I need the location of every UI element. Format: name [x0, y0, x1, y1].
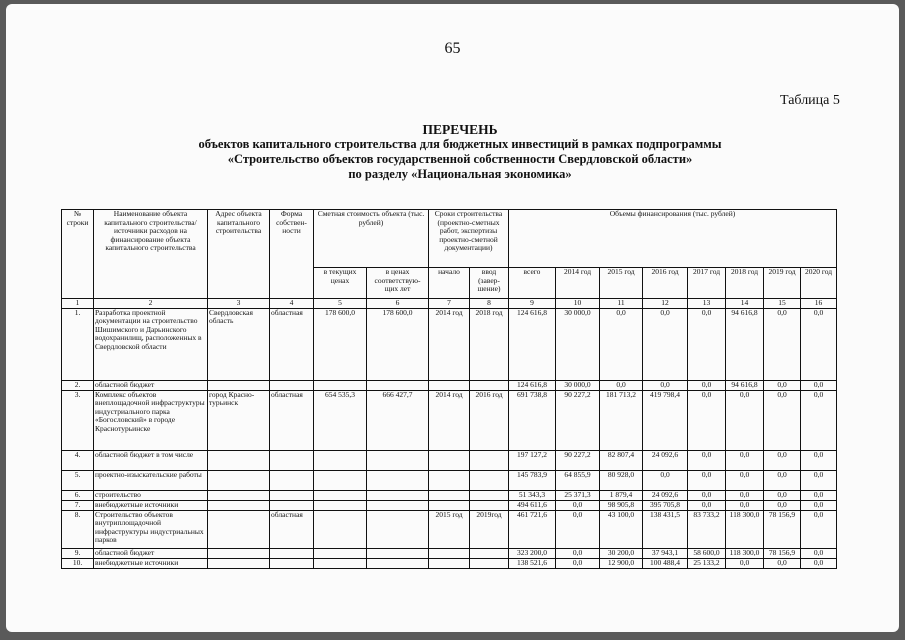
ownership-form: [270, 490, 314, 500]
term-start: [429, 500, 470, 510]
funding-total: 145 783,9: [509, 470, 556, 490]
cost-current: [314, 470, 367, 490]
header-2017: 2017 год: [688, 268, 726, 299]
table-row: [62, 510, 837, 548]
header-address: Адрес объекта капитального строительства: [208, 210, 270, 299]
funding-2019: 78 156,9: [764, 548, 801, 558]
funding-total: 138 521,6: [509, 558, 556, 568]
funding-table: [61, 209, 837, 569]
term-start: 2014 год: [429, 308, 470, 380]
column-number: 4: [270, 299, 314, 309]
term-end: 2019год: [470, 510, 509, 548]
funding-2017: 0,0: [688, 450, 726, 470]
object-name: областной бюджет в том числе: [94, 450, 208, 470]
row-num: 8.: [62, 510, 94, 548]
funding-2014: 0,0: [556, 558, 600, 568]
column-number: 15: [764, 299, 801, 309]
cost-years: [367, 470, 429, 490]
funding-2018: 118 300,0: [726, 510, 764, 548]
funding-2015: 30 200,0: [600, 548, 643, 558]
column-number: 9: [509, 299, 556, 309]
funding-2020: 0,0: [801, 380, 837, 390]
cost-years: [367, 450, 429, 470]
cost-years: 666 427,7: [367, 390, 429, 450]
funding-total: 124 616,8: [509, 380, 556, 390]
funding-2018: 118 300,0: [726, 548, 764, 558]
funding-2016: 24 092,6: [643, 490, 688, 500]
funding-2016: 0,0: [643, 380, 688, 390]
header-num: № строки: [62, 210, 94, 299]
funding-2017: 58 600,0: [688, 548, 726, 558]
ownership-form: [270, 450, 314, 470]
funding-2020: 0,0: [801, 490, 837, 500]
funding-2018: 0,0: [726, 500, 764, 510]
cost-current: [314, 500, 367, 510]
funding-2015: 12 900,0: [600, 558, 643, 568]
table-label: Таблица 5: [780, 93, 840, 108]
funding-2018: 0,0: [726, 450, 764, 470]
object-address: [208, 500, 270, 510]
term-end: [470, 450, 509, 470]
funding-2020: 0,0: [801, 470, 837, 490]
term-end: [470, 548, 509, 558]
funding-total: 691 738,8: [509, 390, 556, 450]
funding-2018: 0,0: [726, 558, 764, 568]
column-number: 1: [62, 299, 94, 309]
column-number: 7: [429, 299, 470, 309]
funding-2020: 0,0: [801, 500, 837, 510]
cost-current: 654 535,3: [314, 390, 367, 450]
table-row: [62, 548, 837, 558]
cost-current: 178 600,0: [314, 308, 367, 380]
funding-total: 461 721,6: [509, 510, 556, 548]
row-num: 5.: [62, 470, 94, 490]
cost-current: [314, 558, 367, 568]
funding-2020: 0,0: [801, 510, 837, 548]
object-name: внебюджетные источники: [94, 558, 208, 568]
table-row: [62, 490, 837, 500]
header-terms: Сроки строительства (проектно-сметных работ, экспертизы проектно-сметной документации): [429, 210, 509, 268]
term-start: [429, 548, 470, 558]
funding-total: 124 616,8: [509, 308, 556, 380]
funding-2017: 0,0: [688, 380, 726, 390]
row-num: 6.: [62, 490, 94, 500]
table-row: [62, 390, 837, 450]
header-cost-years: в ценах соответствую-щих лет: [367, 268, 429, 299]
object-address: [208, 490, 270, 500]
cost-current: [314, 490, 367, 500]
ownership-form: [270, 470, 314, 490]
object-name: областной бюджет: [94, 380, 208, 390]
term-start: [429, 470, 470, 490]
funding-2017: 0,0: [688, 490, 726, 500]
funding-2014: 30 000,0: [556, 380, 600, 390]
object-address: Свердловская область: [208, 308, 270, 380]
funding-total: 197 127,2: [509, 450, 556, 470]
cost-years: [367, 510, 429, 548]
object-address: город Красно-турьинск: [208, 390, 270, 450]
term-end: [470, 470, 509, 490]
funding-2018: 94 616,8: [726, 380, 764, 390]
funding-2015: 1 879,4: [600, 490, 643, 500]
funding-2020: 0,0: [801, 390, 837, 450]
funding-2020: 0,0: [801, 308, 837, 380]
page-number: 65: [444, 40, 461, 57]
table-row: [62, 500, 837, 510]
ownership-form: [270, 500, 314, 510]
cost-years: [367, 380, 429, 390]
column-number: 8: [470, 299, 509, 309]
funding-2014: 64 855,9: [556, 470, 600, 490]
title-line-4: по разделу «Национальная экономика»: [348, 167, 572, 181]
table-row: [62, 470, 837, 490]
funding-2016: 0,0: [643, 308, 688, 380]
cost-years: 178 600,0: [367, 308, 429, 380]
funding-2018: 0,0: [726, 470, 764, 490]
column-numbers-row: [62, 299, 837, 309]
object-name: областной бюджет: [94, 548, 208, 558]
object-address: [208, 548, 270, 558]
term-end: 2016 год: [470, 390, 509, 450]
column-number: 3: [208, 299, 270, 309]
funding-2018: 0,0: [726, 390, 764, 450]
object-name: внебюджетные источники: [94, 500, 208, 510]
ownership-form: [270, 380, 314, 390]
cost-years: [367, 490, 429, 500]
funding-2020: 0,0: [801, 450, 837, 470]
object-address: [208, 558, 270, 568]
header-2019: 2019 год: [764, 268, 801, 299]
cost-years: [367, 500, 429, 510]
ownership-form: [270, 558, 314, 568]
funding-2016: 395 705,8: [643, 500, 688, 510]
funding-2015: 0,0: [600, 308, 643, 380]
object-name: Комплекс объектов внеплощадочной инфраструктуры индустриального парка «Богословский» в городе Краснотурьинске: [94, 390, 208, 450]
funding-2014: 0,0: [556, 500, 600, 510]
title-line-1: ПЕРЕЧЕНЬ: [422, 122, 498, 137]
funding-2018: 0,0: [726, 490, 764, 500]
column-number: 2: [94, 299, 208, 309]
column-number: 6: [367, 299, 429, 309]
header-2015: 2015 год: [600, 268, 643, 299]
object-address: [208, 380, 270, 390]
funding-2016: 24 092,6: [643, 450, 688, 470]
funding-total: 51 343,3: [509, 490, 556, 500]
cost-current: [314, 510, 367, 548]
funding-2020: 0,0: [801, 558, 837, 568]
object-address: [208, 450, 270, 470]
funding-2017: 0,0: [688, 500, 726, 510]
funding-2015: 181 713,2: [600, 390, 643, 450]
header-term-end: ввод (завер-шение): [470, 268, 509, 299]
cost-current: [314, 450, 367, 470]
funding-2016: 138 431,5: [643, 510, 688, 548]
cost-current: [314, 380, 367, 390]
header-name: Наименование объекта капитального строительства/ источники расходов на финансирование объекта капитального строительства: [94, 210, 208, 299]
object-name: проектно-изыскательские работы: [94, 470, 208, 490]
column-number: 16: [801, 299, 837, 309]
table-row: [62, 558, 837, 568]
row-num: 7.: [62, 500, 94, 510]
object-name: Строительство объектов внутриплощадочной инфраструктуры индустриальных парков: [94, 510, 208, 548]
header-cost: Сметная стоимость объекта (тыс. рублей): [314, 210, 429, 268]
document-title: [130, 122, 790, 182]
funding-2019: 0,0: [764, 500, 801, 510]
term-end: [470, 500, 509, 510]
header-term-start: начало: [429, 268, 470, 299]
term-end: [470, 558, 509, 568]
row-num: 2.: [62, 380, 94, 390]
title-line-2: объектов капитального строительства для бюджетных инвестиций в рамках подпрограммы: [198, 137, 722, 151]
table-body: [62, 299, 837, 569]
cost-years: [367, 558, 429, 568]
funding-2019: 0,0: [764, 450, 801, 470]
column-number: 5: [314, 299, 367, 309]
column-number: 12: [643, 299, 688, 309]
funding-total: 323 200,0: [509, 548, 556, 558]
row-num: 9.: [62, 548, 94, 558]
funding-2019: 0,0: [764, 380, 801, 390]
funding-2015: 80 928,0: [600, 470, 643, 490]
table-row: [62, 308, 837, 380]
header-2016: 2016 год: [643, 268, 688, 299]
term-end: [470, 380, 509, 390]
row-num: 10.: [62, 558, 94, 568]
funding-2017: 0,0: [688, 308, 726, 380]
funding-2014: 90 227,2: [556, 450, 600, 470]
row-num: 4.: [62, 450, 94, 470]
funding-2019: 78 156,9: [764, 510, 801, 548]
object-name: строительство: [94, 490, 208, 500]
header-cost-current: в текущих ценах: [314, 268, 367, 299]
ownership-form: областная: [270, 510, 314, 548]
header-2020: 2020 год: [801, 268, 837, 299]
header-funding: Объемы финансирования (тыс. рублей): [509, 210, 837, 268]
column-number: 11: [600, 299, 643, 309]
title-line-3: «Строительство объектов государственной собственности Свердловской области»: [227, 152, 693, 166]
column-number: 14: [726, 299, 764, 309]
object-address: [208, 470, 270, 490]
funding-2014: 25 371,3: [556, 490, 600, 500]
funding-2019: 0,0: [764, 470, 801, 490]
funding-2016: 0,0: [643, 470, 688, 490]
row-num: 3.: [62, 390, 94, 450]
funding-2016: 100 488,4: [643, 558, 688, 568]
term-start: [429, 450, 470, 470]
header-total: всего: [509, 268, 556, 299]
object-name: Разработка проектной документации на строительство Шишимского и Дарьинского водохранилищ, расположенных в Свердловской области: [94, 308, 208, 380]
term-start: [429, 380, 470, 390]
term-end: 2018 год: [470, 308, 509, 380]
funding-2019: 0,0: [764, 490, 801, 500]
column-number: 13: [688, 299, 726, 309]
ownership-form: областная: [270, 308, 314, 380]
funding-2015: 98 905,8: [600, 500, 643, 510]
funding-2014: 0,0: [556, 510, 600, 548]
ownership-form: областная: [270, 390, 314, 450]
term-start: [429, 558, 470, 568]
funding-2019: 0,0: [764, 558, 801, 568]
column-number: 10: [556, 299, 600, 309]
term-start: 2014 год: [429, 390, 470, 450]
funding-2017: 25 133,2: [688, 558, 726, 568]
funding-2017: 83 733,2: [688, 510, 726, 548]
funding-2014: 90 227,2: [556, 390, 600, 450]
row-num: 1.: [62, 308, 94, 380]
funding-2014: 0,0: [556, 548, 600, 558]
funding-2016: 37 943,1: [643, 548, 688, 558]
header-ownership: Форма собствен-ности: [270, 210, 314, 299]
header-2014: 2014 год: [556, 268, 600, 299]
funding-2018: 94 616,8: [726, 308, 764, 380]
funding-2015: 0,0: [600, 380, 643, 390]
funding-2015: 82 807,4: [600, 450, 643, 470]
table-row: [62, 380, 837, 390]
funding-2017: 0,0: [688, 470, 726, 490]
funding-total: 494 611,6: [509, 500, 556, 510]
cost-current: [314, 548, 367, 558]
funding-2016: 419 798,4: [643, 390, 688, 450]
term-start: [429, 490, 470, 500]
header-2018: 2018 год: [726, 268, 764, 299]
term-start: 2015 год: [429, 510, 470, 548]
ownership-form: [270, 548, 314, 558]
object-address: [208, 510, 270, 548]
funding-2015: 43 100,0: [600, 510, 643, 548]
funding-2017: 0,0: [688, 390, 726, 450]
funding-2019: 0,0: [764, 308, 801, 380]
funding-2019: 0,0: [764, 390, 801, 450]
funding-2020: 0,0: [801, 548, 837, 558]
funding-2014: 30 000,0: [556, 308, 600, 380]
term-end: [470, 490, 509, 500]
table-row: [62, 450, 837, 470]
cost-years: [367, 548, 429, 558]
